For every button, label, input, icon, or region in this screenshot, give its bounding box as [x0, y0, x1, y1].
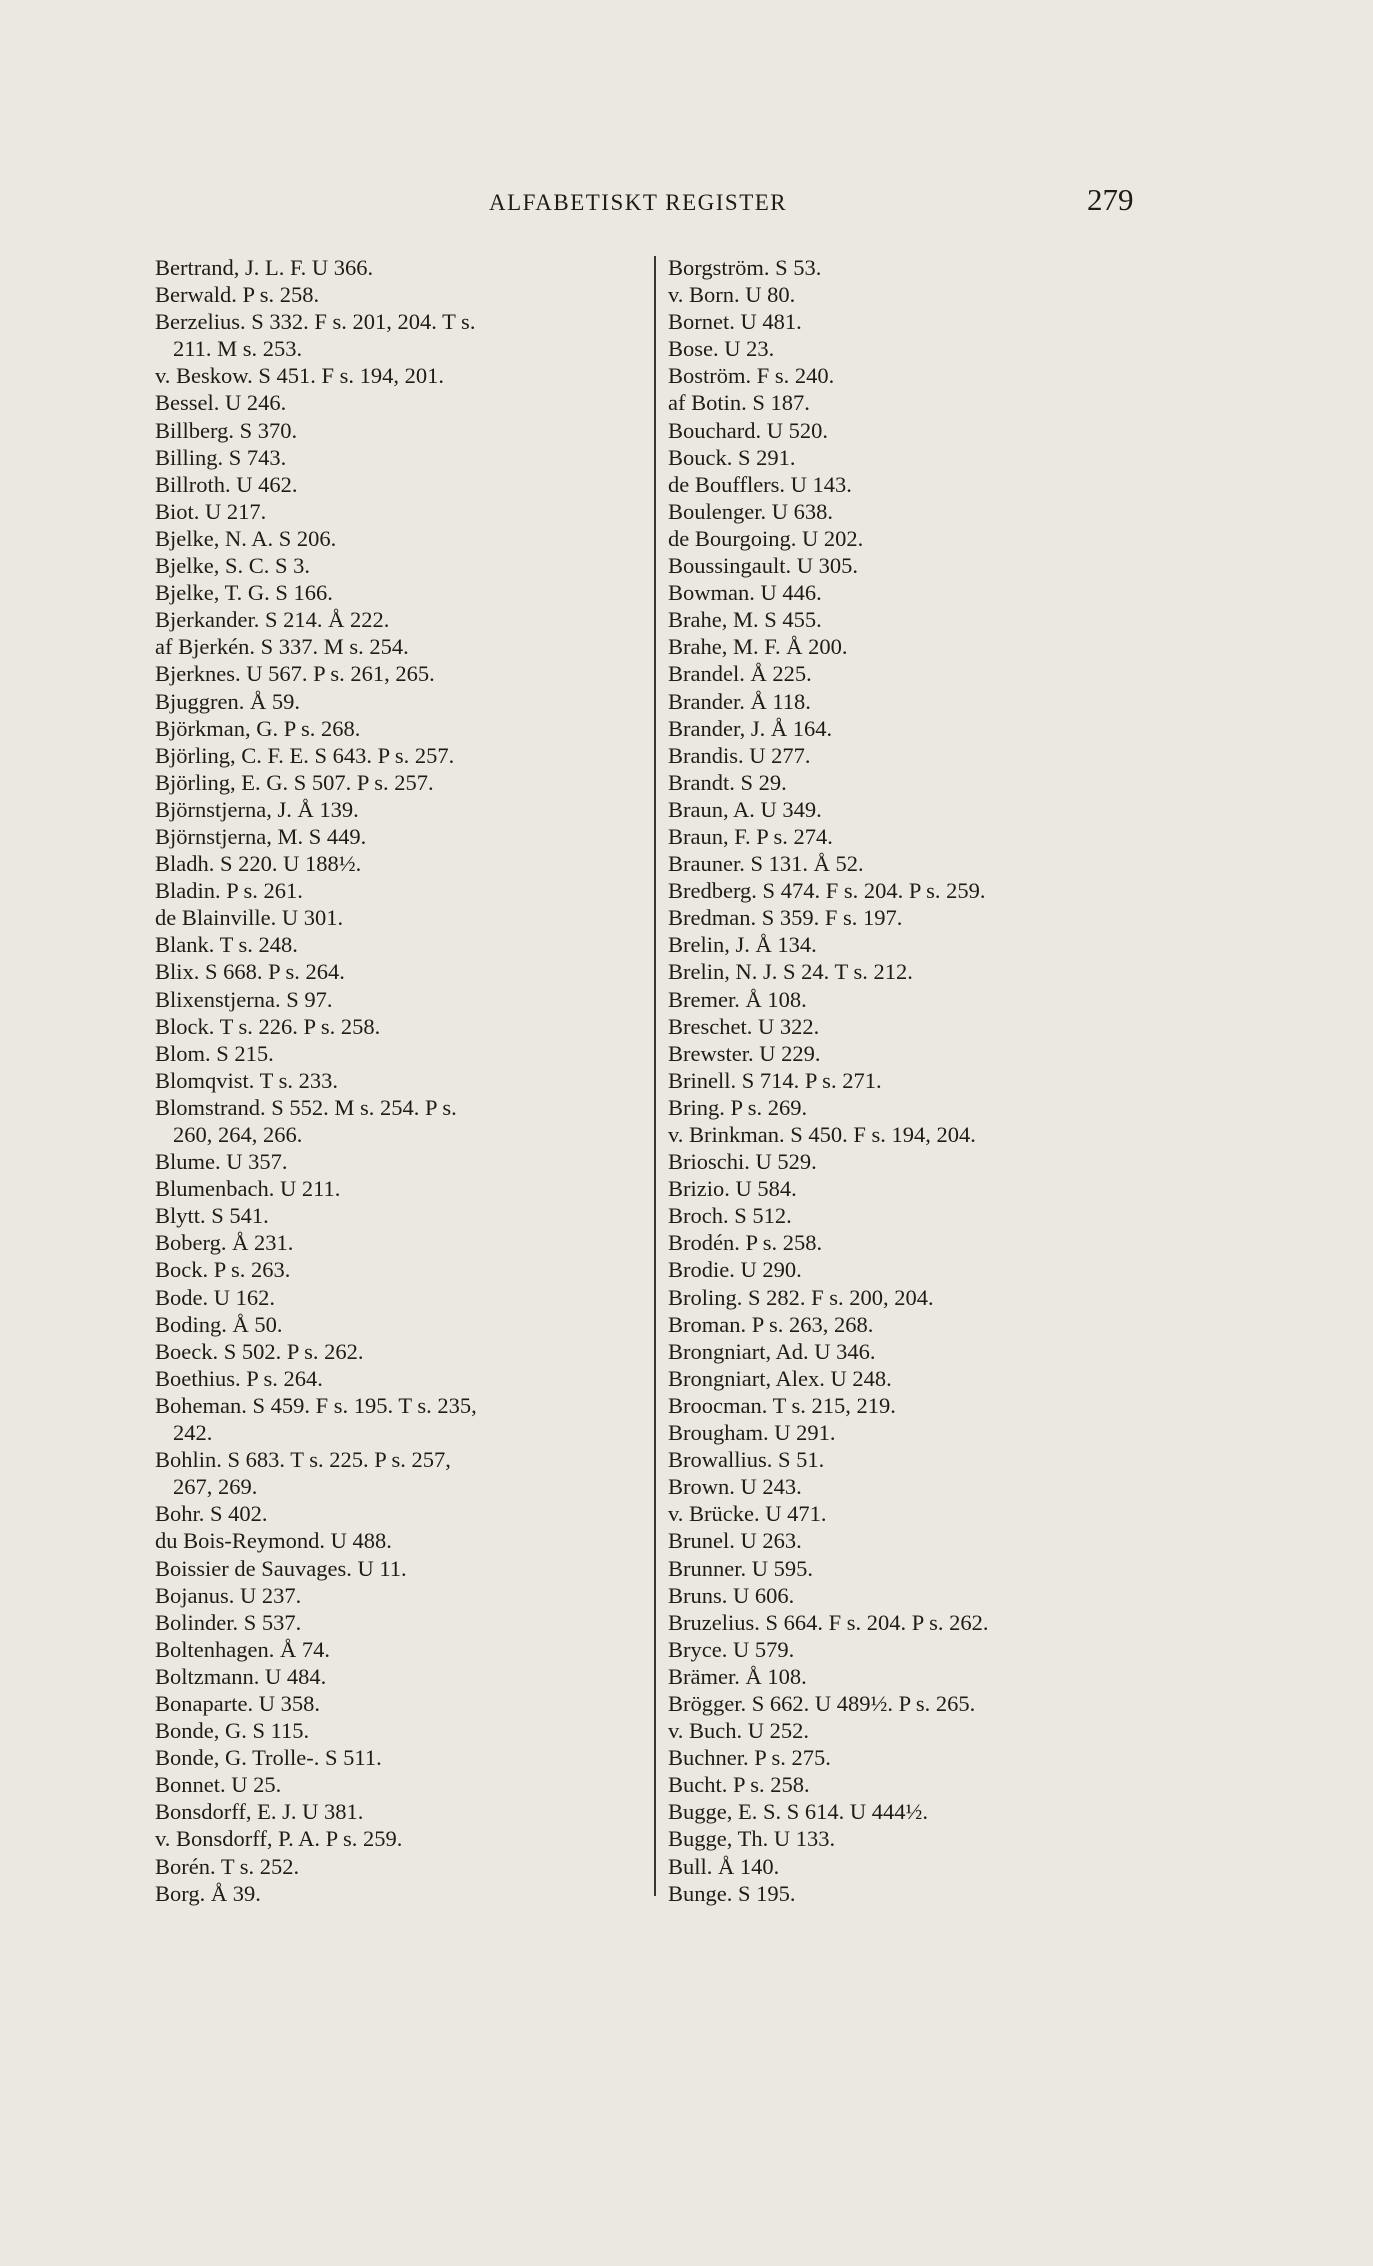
index-entry: Boulenger. U 638.	[668, 498, 833, 524]
index-entry: Blix. S 668. P s. 264.	[155, 959, 345, 985]
index-entry: Bugge, E. S. S 614. U 444½.	[668, 1799, 929, 1825]
index-entry: Brown. U 243.	[668, 1474, 802, 1500]
index-column-right	[668, 254, 1188, 1907]
index-entry: Bjerknes. U 567. P s. 261, 265.	[155, 661, 435, 687]
index-entry: Bugge, Th. U 133.	[668, 1826, 836, 1852]
index-entry: Blomstrand. S 552. M s. 254. P s.	[155, 1094, 457, 1120]
index-entry: Bremer. Å 108.	[668, 986, 807, 1012]
index-entry: de Blainville. U 301.	[155, 905, 344, 931]
index-entry: Bjelke, N. A. S 206.	[155, 525, 337, 551]
index-entry: Brandel. Å 225.	[668, 661, 812, 687]
index-entry: 211. M s. 253.	[173, 336, 303, 362]
index-entry: Björnstjerna, M. S 449.	[155, 823, 367, 849]
index-entry: Bouck. S 291.	[668, 444, 796, 470]
index-entry: Blomqvist. T s. 233.	[155, 1067, 338, 1093]
page-header	[0, 182, 1373, 222]
index-entry: 260, 264, 266.	[173, 1122, 303, 1147]
index-entry: de Bourgoing. U 202.	[668, 525, 864, 551]
index-entry: Bruns. U 606.	[668, 1582, 795, 1608]
index-entry: Blom. S 215.	[155, 1040, 274, 1066]
index-entry: Brongniart, Ad. U 346.	[668, 1338, 876, 1364]
index-entry: Boltenhagen. Å 74.	[155, 1636, 330, 1662]
index-entry: v. Beskow. S 451. F s. 194, 201.	[155, 363, 444, 389]
index-entry: Bock. P s. 263.	[155, 1257, 291, 1283]
index-entry: Bonde, G. Trolle-. S 511.	[155, 1745, 382, 1771]
index-entry: Björling, E. G. S 507. P s. 257.	[155, 769, 434, 795]
index-entry: Brodie. U 290.	[668, 1257, 802, 1283]
index-entry: Boussingault. U 305.	[668, 553, 859, 579]
index-entry: Buchner. P s. 275.	[668, 1745, 831, 1771]
index-entry: Brelin, J. Å 134.	[668, 932, 817, 958]
index-entry: Boethius. P s. 264.	[155, 1365, 323, 1391]
index-entry: Bode. U 162.	[155, 1284, 275, 1310]
index-entry: Brioschi. U 529.	[668, 1149, 817, 1175]
index-entry: Björkman, G. P s. 268.	[155, 715, 361, 741]
index-entry: v. Born. U 80.	[668, 282, 796, 308]
index-entry: Bjuggren. Å 59.	[155, 688, 300, 714]
index-entry: Blume. U 357.	[155, 1149, 288, 1175]
index-entry: Borgström. S 53.	[668, 255, 822, 280]
index-entry: Bryce. U 579.	[668, 1636, 795, 1662]
index-entry: v. Brinkman. S 450. F s. 194, 204.	[668, 1122, 976, 1147]
index-entry: Brunner. U 595.	[668, 1555, 813, 1581]
index-entry: Brinell. S 714. P s. 271.	[668, 1067, 882, 1093]
index-entry: Bredman. S 359. F s. 197.	[668, 905, 903, 931]
index-entry: Brizio. U 584.	[668, 1176, 797, 1202]
index-entry: Bladin. P s. 261.	[155, 878, 303, 904]
index-entry: Bonde, G. S 115.	[155, 1718, 310, 1744]
index-entry: Boström. F s. 240.	[668, 363, 835, 389]
index-entry: Brahe, M. F. Å 200.	[668, 634, 848, 660]
index-entry: Bjelke, S. C. S 3.	[155, 553, 311, 579]
index-entry: Brögger. S 662. U 489½. P s. 265.	[668, 1690, 976, 1716]
index-entry: Blank. T s. 248.	[155, 932, 298, 958]
index-entry: Bessel. U 246.	[155, 390, 287, 416]
index-entry: Brandt. S 29.	[668, 769, 787, 795]
index-entry: Bull. Å 140.	[668, 1853, 780, 1879]
index-entry: Boissier de Sauvages. U 11.	[155, 1555, 407, 1581]
index-entry: Brewster. U 229.	[668, 1040, 821, 1066]
index-entry: v. Bonsdorff, P. A. P s. 259.	[155, 1826, 403, 1852]
index-entry: Broch. S 512.	[668, 1203, 792, 1229]
index-entry: Borg. Å 39.	[155, 1880, 261, 1906]
index-entry: Bonaparte. U 358.	[155, 1690, 320, 1716]
index-entry: Björnstjerna, J. Å 139.	[155, 796, 359, 822]
index-entry: Billberg. S 370.	[155, 417, 298, 443]
index-entry: Brauner. S 131. Å 52.	[668, 851, 864, 877]
index-entry: Berzelius. S 332. F s. 201, 204. T s.	[155, 309, 476, 335]
index-entry: 267, 269.	[173, 1474, 258, 1500]
index-entry: Boding. Å 50.	[155, 1311, 283, 1337]
index-entry: Brelin, N. J. S 24. T s. 212.	[668, 959, 913, 985]
index-entry: Boeck. S 502. P s. 262.	[155, 1338, 364, 1364]
index-entry: Blixenstjerna. S 97.	[155, 986, 333, 1012]
index-entry: Bornet. U 481.	[668, 309, 802, 335]
index-entry: Bladh. S 220. U 188½.	[155, 851, 362, 877]
index-entry: Berwald. P s. 258.	[155, 282, 320, 308]
index-entry: Bjelke, T. G. S 166.	[155, 580, 333, 606]
index-entry: v. Buch. U 252.	[668, 1718, 810, 1744]
index-entry: Brodén. P s. 258.	[668, 1230, 823, 1256]
index-entry: Bunge. S 195.	[668, 1880, 796, 1906]
index-entry: Biot. U 217.	[155, 498, 267, 524]
index-entry: Bohlin. S 683. T s. 225. P s. 257,	[155, 1447, 451, 1473]
index-entry: Bolinder. S 537.	[155, 1609, 302, 1635]
index-entry: Block. T s. 226. P s. 258.	[155, 1013, 381, 1039]
index-entry: Brämer. Å 108.	[668, 1663, 807, 1689]
index-entry: Bring. P s. 269.	[668, 1094, 808, 1120]
index-entry: Bose. U 23.	[668, 336, 775, 362]
column-divider	[654, 256, 656, 1896]
index-entry: Broocman. T s. 215, 219.	[668, 1392, 896, 1418]
index-entry: Bojanus. U 237.	[155, 1582, 302, 1608]
index-entry: Bruzelius. S 664. F s. 204. P s. 262.	[668, 1609, 989, 1635]
page-number: 279	[1087, 182, 1134, 217]
index-entry: Bertrand, J. L. F. U 366.	[155, 255, 374, 280]
index-entry: Brahe, M. S 455.	[668, 607, 822, 633]
index-entry: Blumenbach. U 211.	[155, 1176, 341, 1202]
index-entry: Broman. P s. 263, 268.	[668, 1311, 874, 1337]
index-entry: Borén. T s. 252.	[155, 1853, 300, 1879]
index-entry: af Bjerkén. S 337. M s. 254.	[155, 634, 409, 660]
index-entry: Brandis. U 277.	[668, 742, 811, 768]
index-entry: Brander, J. Å 164.	[668, 715, 833, 741]
index-entry: Bredberg. S 474. F s. 204. P s. 259.	[668, 878, 986, 904]
index-entry: Boberg. Å 231.	[155, 1230, 294, 1256]
index-entry: Brander. Å 118.	[668, 688, 811, 714]
index-entry: Boheman. S 459. F s. 195. T s. 235,	[155, 1392, 477, 1418]
index-entry: Braun, A. U 349.	[668, 796, 822, 822]
index-entry: Boltzmann. U 484.	[155, 1663, 327, 1689]
index-entry: Breschet. U 322.	[668, 1013, 820, 1039]
index-entry: Brougham. U 291.	[668, 1420, 836, 1446]
index-entry: Bouchard. U 520.	[668, 417, 828, 443]
index-entry: du Bois-Reymond. U 488.	[155, 1528, 392, 1554]
running-title: ALFABETISKT REGISTER	[489, 190, 788, 215]
index-column-left	[155, 254, 645, 1907]
index-entry: Bonsdorff, E. J. U 381.	[155, 1799, 364, 1825]
index-entry: Bonnet. U 25.	[155, 1772, 282, 1798]
index-entry: af Botin. S 187.	[668, 390, 810, 416]
index-entry: Braun, F. P s. 274.	[668, 823, 833, 849]
index-entry: Blytt. S 541.	[155, 1203, 269, 1229]
index-entry: Billroth. U 462.	[155, 471, 298, 497]
index-entry: Bjerkander. S 214. Å 222.	[155, 607, 390, 633]
index-entry: Björling, C. F. E. S 643. P s. 257.	[155, 742, 455, 768]
index-entry: Brongniart, Alex. U 248.	[668, 1365, 892, 1391]
index-entry: 242.	[173, 1420, 213, 1446]
index-entry: Browallius. S 51.	[668, 1447, 825, 1473]
index-entry: v. Brücke. U 471.	[668, 1501, 827, 1527]
index-entry: de Boufflers. U 143.	[668, 471, 852, 497]
index-entry: Bohr. S 402.	[155, 1501, 268, 1527]
index-entry: Bowman. U 446.	[668, 580, 822, 606]
index-entry: Bucht. P s. 258.	[668, 1772, 810, 1798]
index-entry: Brunel. U 263.	[668, 1528, 802, 1554]
index-entry: Billing. S 743.	[155, 444, 287, 470]
index-entry: Broling. S 282. F s. 200, 204.	[668, 1284, 934, 1310]
